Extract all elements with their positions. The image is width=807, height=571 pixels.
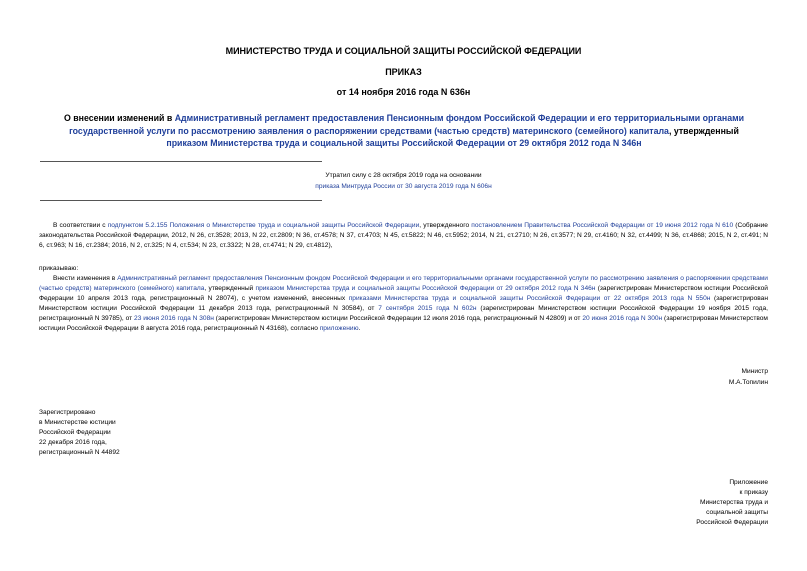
- body-text-1: Внести изменения в: [53, 275, 118, 282]
- body-text-3: (зарегистрирован Министерством юстиции Российской Федерации 10 апреля 2013 года, регистрационный N 28074), с учетом изменений, внесенных: [39, 285, 768, 303]
- preamble-text-1: В соответствии с: [53, 222, 108, 229]
- body-text-4: (зарегистрирован Министерством юстиции Российской Федерации 11 декабря 2013 года, регистрационный N 30584), от: [39, 295, 768, 313]
- title-link-order-346n[interactable]: приказом Министерства труда и социальной защиты Российской Федерации от 29 октября 2012 года N 346н: [166, 138, 642, 148]
- body-link-order-602n[interactable]: 7 сентября 2015 года N 602н: [378, 305, 477, 313]
- body-text-7: (зарегистрирован Министерством юстиции Российской Федерации 8 августа 2016 года, регистрационный N 43168), согласно: [39, 315, 768, 333]
- body-text-6: (зарегистрирован Министерством юстиции Российской Федерации 12 июля 2016 года, регистрационный N 42809) и от: [213, 315, 583, 323]
- registration-line: Российской Федерации: [39, 429, 111, 437]
- preamble-text-2: , утвержденного: [419, 222, 472, 229]
- divider-bottom: [40, 200, 322, 201]
- body-paragraph: [39, 274, 768, 335]
- signature-name: М.А.Топилин: [728, 379, 768, 386]
- ministry-heading: МИНИСТЕРСТВО ТРУДА И СОЦИАЛЬНОЙ ЗАЩИТЫ РОССИЙСКОЙ ФЕДЕРАЦИИ: [225, 46, 582, 56]
- document-type: ПРИКАЗ: [385, 67, 422, 77]
- registration-line: Зарегистрировано: [39, 409, 96, 416]
- registration-line: 22 декабря 2016 года,: [39, 439, 107, 447]
- status-line-1: Утратил силу с 28 октября 2019 года на основании: [325, 172, 482, 179]
- body-link-order-308n[interactable]: 23 июня 2016 года N 308н: [134, 315, 214, 323]
- appendix-line: Министерства труда и: [699, 499, 768, 507]
- body-text-8: .: [358, 325, 361, 333]
- status-link-order-606n[interactable]: приказа Минтруда России от 30 августа 2019 года N 606н: [315, 183, 492, 190]
- registration-line: в Министерстве юстиции: [39, 419, 116, 427]
- title-text-1: О внесении изменений в: [63, 113, 175, 123]
- body-link-order-300n[interactable]: 20 июня 2016 года N 300н: [582, 315, 663, 323]
- registration-block: [39, 408, 120, 458]
- preamble-link-government-decree[interactable]: постановлением Правительства Российской Федерации от 19 июня 2012 года N 610: [471, 222, 734, 229]
- preamble-paragraph: [39, 221, 768, 251]
- document-date: от 14 ноября 2016 года N 636н: [336, 87, 471, 97]
- signature-role: Министр: [741, 368, 768, 375]
- body-link-order-550n[interactable]: приказами Министерства труда и социальной защиты Российской Федерации от 22 октября 2013 года N 550н: [348, 295, 711, 303]
- body-text-5: (зарегистрирован Министерством юстиции Российской Федерации 19 ноября 2015 года, регистрационный N 39785), от: [39, 305, 768, 323]
- divider-top: [40, 161, 322, 162]
- title-link-regulation[interactable]: Административный регламент предоставления Пенсионным фондом Российской Федерации и его территориальными органами государственной услуги по рассмотрению заявления о распоряжении средствами (частью средств) материнского (семейного) капитала: [69, 113, 745, 136]
- body-link-order-346n[interactable]: приказом Министерства труда и социальной защиты Российской Федерации от 29 октября 2012 года N 346н: [255, 285, 596, 293]
- appendix-line: к приказу: [739, 489, 768, 497]
- registration-line: регистрационный N 44892: [39, 449, 120, 457]
- appendix-line: Приложение: [729, 479, 768, 486]
- appendix-block: [600, 478, 768, 528]
- preamble-link-regulation[interactable]: подпунктом 5.2.155 Положения о Министерстве труда и социальной защиты Российской Федерации: [107, 222, 420, 229]
- preamble-text-3: (Собрание законодательства Российской Федерации, 2012, N 26, ст.3528; 2013, N 22, ст.2809; N 36, ст.4578; N 37, ст.4703; N 45, ст.5822; N 46, ст.5952; 2014, N 21, ст.2710; N 26, ст.3577; N 29, ст.4160; N 32, ст.4499; N 36, ст.4868; 2015, N 2, ст.491; N 6, ст.963; N 16, ст.2384; 2016, N 2, ст.325; N 4, ст.534; N 23, ст.3322; N 28, ст.4741; N 29, ст.4812),: [39, 222, 768, 250]
- document-title: [48, 112, 760, 150]
- appendix-line: Российской Федерации: [696, 519, 768, 527]
- title-text-2: , утвержденный: [668, 125, 739, 136]
- body-text-2: , утвержденный: [204, 285, 256, 293]
- body-link-regulation[interactable]: Административный регламент предоставления Пенсионным фондом Российской Федерации и его территориальными органами государственной услуги по рассмотрению заявления о распоряжении средствами (частью средств) материнского (семейного) капитала: [39, 275, 768, 293]
- order-word: приказываю:: [39, 265, 79, 272]
- appendix-line: социальной защиты: [706, 509, 768, 517]
- body-link-appendix[interactable]: приложению: [319, 325, 359, 333]
